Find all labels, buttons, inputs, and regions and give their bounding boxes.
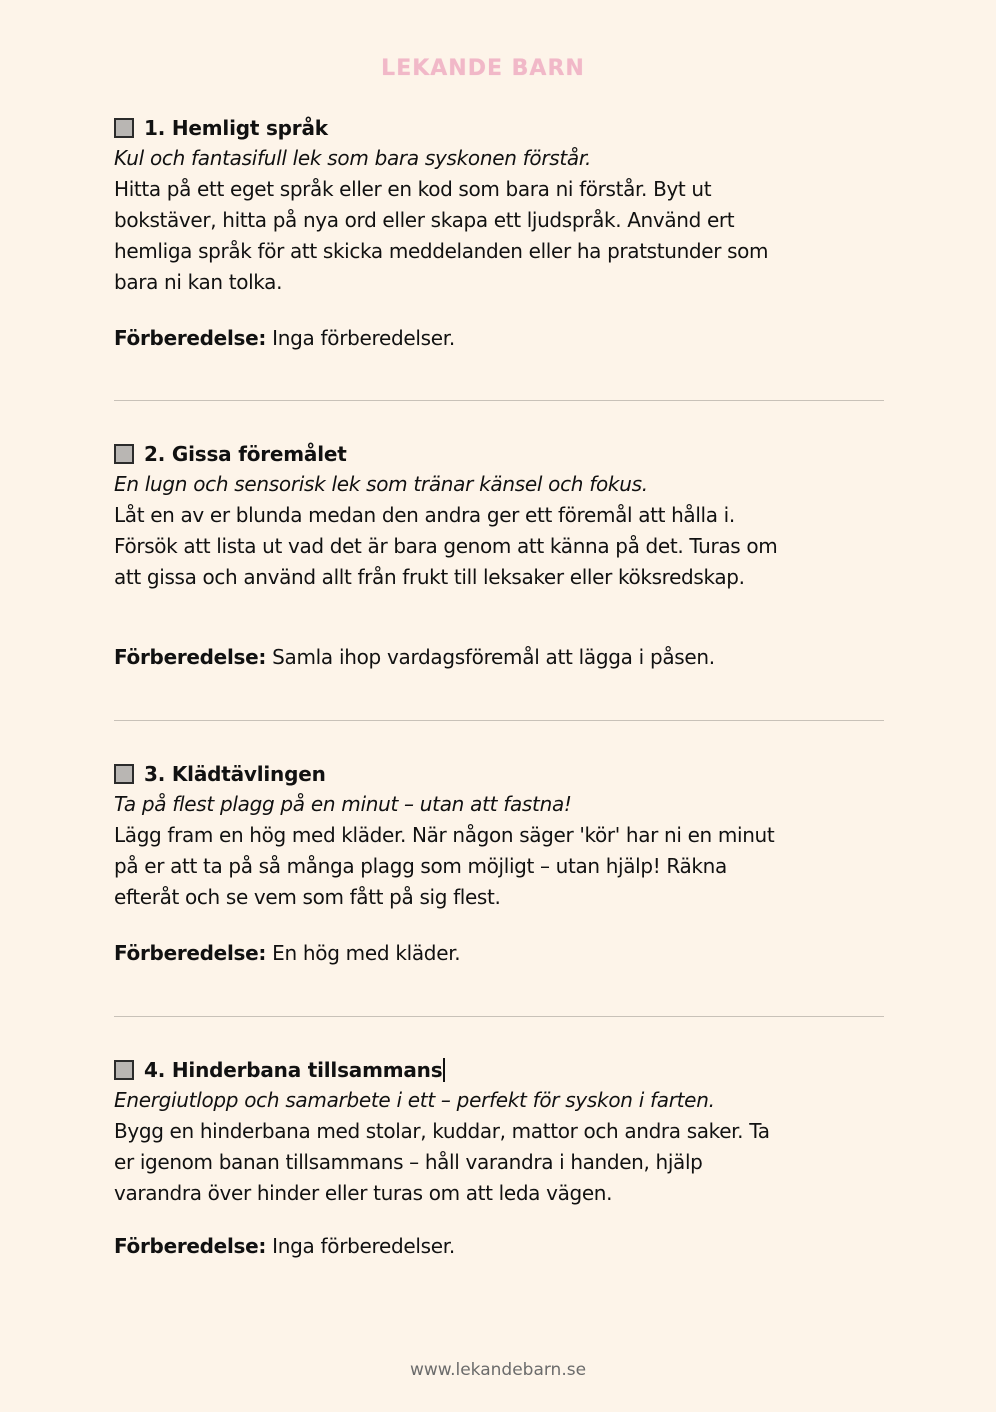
preparation [114,642,884,672]
section-divider [114,720,884,721]
description-line: Hitta på ett eget språk eller en kod som bara ni förstår. Byt ut [114,177,712,201]
description-line: er igenom banan tillsammans – håll varandra i handen, hjälp [114,1150,703,1174]
preparation-text: Samla ihop vardagsföremål att lägga i påsen. [272,645,715,669]
activity-subtitle: Energiutlopp och samarbete i ett – perfekt för syskon i farten. [114,1088,715,1112]
preparation-text: Inga förberedelser. [272,1234,455,1258]
section-divider [114,400,884,401]
activity-subtitle: En lugn och sensorisk lek som tränar känsel och fokus. [114,472,648,496]
activity-1 [114,113,884,353]
activity-description [114,820,884,913]
description-line: bara ni kan tolka. [114,270,283,294]
checkbox[interactable] [114,118,134,138]
footer-url[interactable]: www.lekandebarn.se [409,1360,587,1380]
description-line: Bygg en hinderbana med stolar, kuddar, mattor och andra saker. Ta [114,1119,770,1143]
activity-description [114,500,884,593]
activity-title: 3. Klädtävlingen [144,762,326,786]
description-line: efteråt och se vem som fått på sig flest. [114,885,501,909]
preparation-text: En hög med kläder. [272,941,461,965]
activity-title: 1. Hemligt språk [144,116,328,140]
activity-heading [114,759,884,789]
activity-title: 2. Gissa föremålet [144,442,347,466]
checkbox[interactable] [114,444,134,464]
activity-description [114,174,884,298]
preparation-label: Förberedelse: [114,1234,267,1258]
preparation-label: Förberedelse: [114,941,267,965]
activity-subtitle: Ta på flest plagg på en minut – utan att fastna! [114,792,572,816]
text-cursor [443,1058,445,1082]
description-line: varandra över hinder eller turas om att leda vägen. [114,1181,613,1205]
preparation-label: Förberedelse: [114,326,267,350]
description-line: Låt en av er blunda medan den andra ger ett föremål att hålla i. [114,503,735,527]
preparation [114,1231,884,1261]
section-divider [114,1016,884,1017]
description-line: Lägg fram en hög med kläder. När någon säger 'kör' har ni en minut [114,823,775,847]
preparation [114,323,884,353]
description-line: Försök att lista ut vad det är bara genom att känna på det. Turas om [114,534,778,558]
brand-logo: LEKANDE BARN [381,56,585,81]
preparation [114,938,884,968]
preparation-text: Inga förberedelser. [272,326,455,350]
activity-heading [114,1055,884,1085]
activity-subtitle: Kul och fantasifull lek som bara syskonen förstår. [114,146,592,170]
checkbox[interactable] [114,1060,134,1080]
activity-title[interactable]: 4. Hinderbana tillsammans [144,1058,443,1082]
activity-heading [114,439,884,469]
checkbox[interactable] [114,764,134,784]
activity-description [114,1116,884,1209]
activity-4 [114,1055,884,1261]
activity-heading [114,113,884,143]
description-line: hemliga språk för att skicka meddelanden eller ha pratstunder som [114,239,769,263]
activity-3 [114,759,884,968]
preparation-label: Förberedelse: [114,645,267,669]
activity-2 [114,439,884,672]
description-line: på er att ta på så många plagg som möjligt – utan hjälp! Räkna [114,854,727,878]
description-line: bokstäver, hitta på nya ord eller skapa ett ljudspråk. Använd ert [114,208,735,232]
description-line: att gissa och använd allt från frukt till leksaker eller köksredskap. [114,565,745,589]
